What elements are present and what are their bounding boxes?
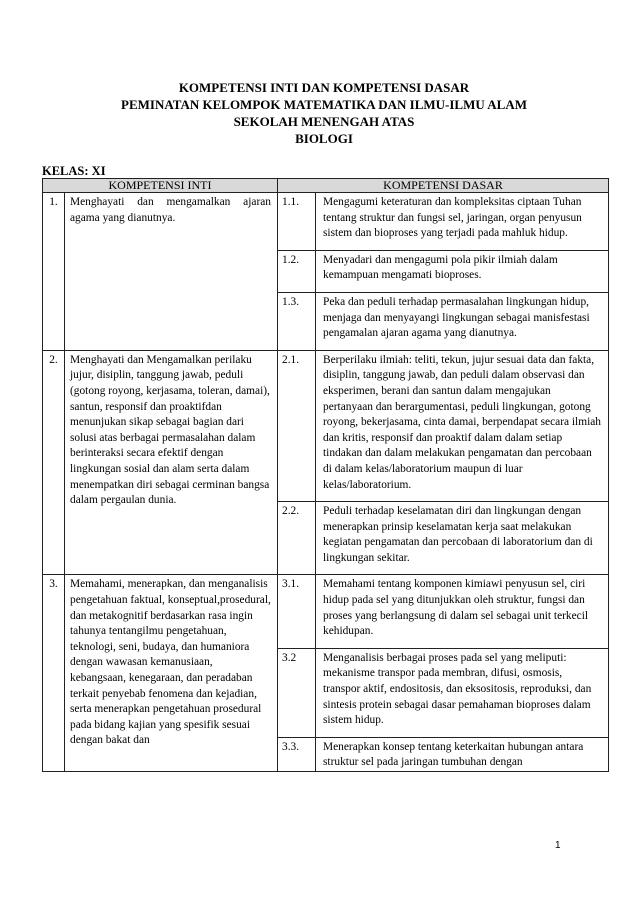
table-row (43, 575, 609, 648)
kd-text: Berperilaku ilmiah: teliti, tekun, jujur sesuai data dan fakta, disiplin, tanggung jawab, dan peduli dalam observasi dan eksperimen, berani dan santun dalam mengajukan pertanyaan dan berargumentasi, peduli lingkungan, gotong royong, bekerjasama, cinta damai, berpendapat secara ilmiah dan kritis, responsif dan proaktif dalam dalam setiap tindakan dan dalam melakukan pengamatan dan percobaan di dalam kelas/laboratorium maupun di luar kelas/laboratorium. (316, 350, 609, 501)
ki-number: 3. (43, 575, 65, 772)
ki-text: Memahami, menerapkan, dan menganalisis pengetahuan faktual, konseptual,prosedural, dan metakognitif berdasarkan rasa ingin tahunya tentangilmu pengetahuan, teknologi, seni, budaya, dan humaniora dengan wawasan kemanusiaan, kebangsaan, kenegaraan, dan peradaban terkait penyebab fenomena dan kejadian, serta menerapkan pengetahuan prosedural pada bidang kajian yang spesifik sesuai dengan bakat dan (65, 575, 278, 772)
kd-text: Memahami tentang komponen kimiawi penyusun sel, ciri hidup pada sel yang ditunjukkan oleh struktur, fungsi dan proses yang berlangsung di dalam sel sebagai unit terkecil kehidupan. (316, 575, 609, 648)
kd-number: 3.1. (278, 575, 316, 648)
kelas-label: KELAS: XI (42, 164, 106, 178)
kd-number: 1.3. (278, 292, 316, 350)
title-line-4: BIOLOGI (295, 131, 353, 146)
competency-table (42, 178, 609, 772)
ki-number: 1. (43, 193, 65, 351)
kd-text: Menerapkan konsep tentang keterkaitan hubungan antara struktur sel pada jaringan tumbuhan dengan (316, 737, 609, 771)
table-header-row (43, 179, 609, 193)
kd-text: Menganalisis berbagai proses pada sel yang meliputi: mekanisme transpor pada membran, difusi, osmosis, transpor aktif, endositosis, dan eksositosis, reproduksi, dan sintesis protein sebagai dasar pemahaman bioproses dalam sistem hidup. (316, 648, 609, 737)
table-row (43, 193, 609, 251)
document-title (40, 79, 608, 147)
kd-number: 2.2. (278, 502, 316, 575)
kd-text: Mengagumi keteraturan dan kompleksitas ciptaan Tuhan tentang struktur dan fungsi sel, jaringan, organ penyusun sistem dan bioproses yang terjadi pada mahluk hidup. (316, 193, 609, 251)
ki-number: 2. (43, 350, 65, 575)
kd-text: Menyadari dan mengagumi pola pikir ilmiah dalam kemampuan mengamati bioproses. (316, 250, 609, 292)
kd-text: Peka dan peduli terhadap permasalahan lingkungan hidup, menjaga dan menyayangi lingkungan sebagai manisfestasi pengamalan ajaran agama yang dianutnya. (316, 292, 609, 350)
table-row (43, 350, 609, 501)
title-line-3: SEKOLAH MENENGAH ATAS (233, 114, 415, 129)
kd-number: 1.1. (278, 193, 316, 251)
kd-number: 3.3. (278, 737, 316, 771)
title-line-1: KOMPETENSI INTI DAN KOMPETENSI DASAR (178, 80, 470, 95)
header-kompetensi-inti: KOMPETENSI INTI (43, 179, 278, 193)
kd-number: 3.2 (278, 648, 316, 737)
kd-text: Peduli terhadap keselamatan diri dan lingkungan dengan menerapkan prinsip keselamatan kerja saat melakukan kegiatan pengamatan dan percobaan di laboratorium dan di lingkungan sekitar. (316, 502, 609, 575)
ki-text: Menghayati dan mengamalkan ajaran agama yang dianutnya. (65, 193, 278, 351)
title-line-2: PEMINATAN KELOMPOK MATEMATIKA DAN ILMU-ILMU ALAM (121, 97, 527, 112)
kd-number: 1.2. (278, 250, 316, 292)
ki-text: Menghayati dan Mengamalkan perilaku jujur, disiplin, tanggung jawab, peduli (gotong royong, kerjasama, toleran, damai), santun, responsif dan proaktifdan menunjukan sikap sebagai bagian dari solusi atas berbagai permasalahan dalam berinteraksi secara efektif dengan lingkungan sosial dan alam serta dalam menempatkan diri sebagai cerminan bangsa dalam pergaulan dunia. (65, 350, 278, 575)
page-number: 1 (555, 840, 561, 851)
kd-number: 2.1. (278, 350, 316, 501)
header-kompetensi-dasar: KOMPETENSI DASAR (278, 179, 609, 193)
